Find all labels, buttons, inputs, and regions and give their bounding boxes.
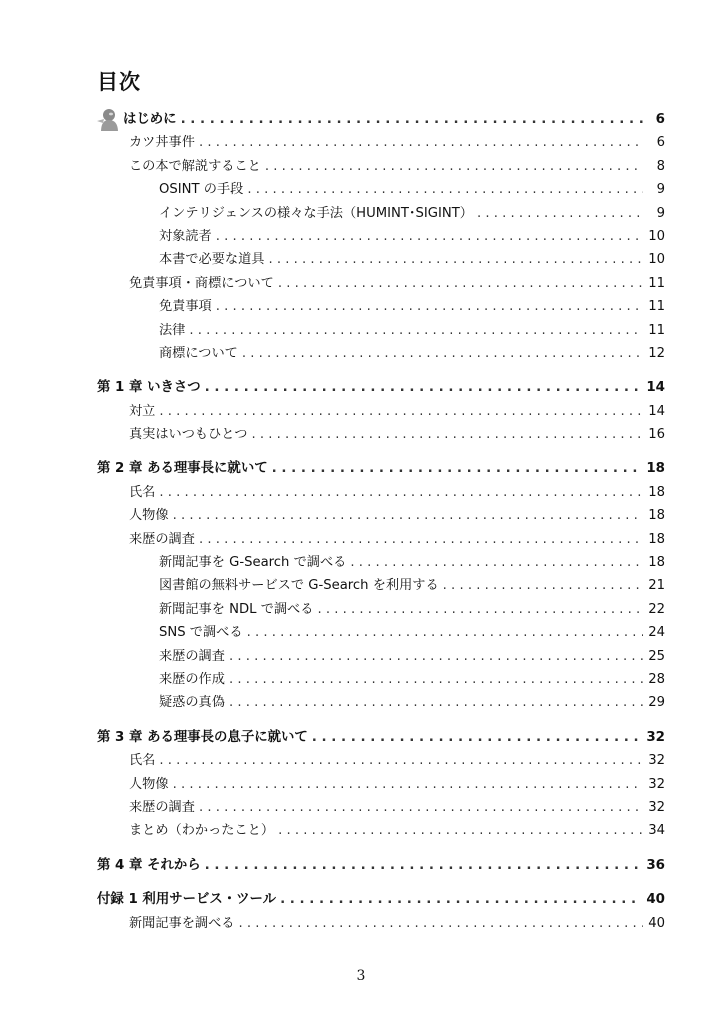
toc-leader-dots: [317, 598, 643, 621]
character-silhouette-icon: [97, 108, 123, 131]
toc-entry-page: 32: [648, 799, 665, 815]
toc-entry-page: 24: [648, 625, 665, 641]
toc-leader-dots: [278, 819, 643, 842]
toc-chapter-entry[interactable]: [97, 376, 665, 399]
toc-entry-title: 新聞記事を調べる: [129, 915, 235, 931]
toc-entry-title: 来歴の調査: [129, 531, 195, 547]
toc-entry[interactable]: [97, 178, 665, 201]
toc-entry-page: 22: [648, 601, 665, 617]
toc-leader-dots: [247, 621, 643, 644]
toc-leader-dots: [189, 319, 643, 342]
toc-leader-dots: [205, 854, 643, 877]
toc-entry-page: 12: [648, 345, 665, 361]
toc-entry-title: 来歴の作成: [159, 671, 225, 687]
toc-leader-dots: [199, 796, 643, 819]
toc-entry-title: カツ丼事件: [129, 135, 195, 151]
toc-leader-dots: [278, 272, 643, 295]
toc-leader-dots: [242, 342, 643, 365]
toc-entry-page: 10: [648, 252, 665, 268]
toc-chapter-entry[interactable]: [97, 854, 665, 877]
toc-entry-title: 新聞記事を NDL で調べる: [159, 601, 314, 617]
toc-leader-dots: [280, 888, 642, 911]
toc-chapter-entry[interactable]: [97, 457, 665, 480]
toc-entry-page: 9: [656, 182, 665, 198]
toc-entry-page: 10: [648, 228, 665, 244]
toc-entry[interactable]: [97, 295, 665, 318]
toc-leader-dots: [216, 295, 643, 318]
table-of-contents: [97, 108, 665, 935]
toc-leader-dots: [199, 528, 643, 551]
toc-entry-page: 16: [648, 427, 665, 443]
toc-entry-title: はじめに: [123, 112, 177, 127]
toc-leader-dots: [159, 481, 643, 504]
toc-entry-title: 疑惑の真偽: [159, 695, 225, 711]
toc-entry-title: 対立: [129, 403, 156, 419]
toc-entry-title: OSINT の手段: [159, 182, 244, 198]
toc-leader-dots: [181, 108, 643, 131]
toc-leader-dots: [272, 457, 643, 480]
toc-entry[interactable]: [97, 668, 665, 691]
toc-entry[interactable]: [97, 819, 665, 842]
toc-entry-title: 人物像: [129, 776, 169, 792]
toc-entry[interactable]: [97, 773, 665, 796]
toc-entry-page: 25: [648, 648, 665, 664]
toc-entry[interactable]: [97, 131, 665, 154]
toc-leader-dots: [229, 645, 643, 668]
toc-entry-title: 第 4 章 それから: [97, 857, 201, 873]
toc-entry-page: 14: [646, 380, 665, 396]
toc-entry-title: まとめ（わかったこと）: [129, 823, 275, 839]
toc-entry[interactable]: [97, 645, 665, 668]
toc-entry-page: 6: [655, 112, 665, 127]
toc-entry-title: インテリジェンスの様々な手法（HUMINT･SIGINT）: [159, 205, 473, 221]
toc-entry-title: 第 1 章 いきさつ: [97, 380, 201, 396]
page-number: 3: [356, 968, 366, 984]
toc-entry-title: 本書で必要な道具: [159, 252, 265, 268]
toc-entry[interactable]: [97, 691, 665, 714]
toc-entry[interactable]: [97, 423, 665, 446]
toc-entry[interactable]: [97, 225, 665, 248]
toc-entry-page: 36: [646, 857, 665, 873]
toc-entry-page: 8: [656, 158, 665, 174]
toc-leader-dots: [477, 202, 643, 225]
toc-entry-title: 氏名: [129, 484, 156, 500]
toc-entry-page: 32: [646, 729, 665, 745]
toc-entry-title: この本で解説すること: [129, 158, 261, 174]
toc-entry-page: 18: [648, 555, 665, 571]
toc-entry-page: 40: [646, 892, 665, 908]
toc-entry-page: 6: [656, 135, 665, 151]
toc-leader-dots: [312, 726, 643, 749]
toc-leader-dots: [265, 155, 643, 178]
toc-leader-dots: [173, 504, 643, 527]
toc-chapter-entry[interactable]: [97, 888, 665, 911]
toc-entry[interactable]: [97, 749, 665, 772]
toc-entry[interactable]: [97, 155, 665, 178]
toc-entry-page: 11: [648, 322, 665, 338]
toc-entry-title: 対象読者: [159, 228, 212, 244]
toc-entry-title: 人物像: [129, 508, 169, 524]
toc-leader-dots: [159, 400, 643, 423]
toc-leader-dots: [251, 423, 643, 446]
toc-entry-page: 32: [648, 776, 665, 792]
toc-entry[interactable]: [97, 574, 665, 597]
toc-entry-page: 18: [648, 531, 665, 547]
toc-entry-title: 免責事項: [159, 299, 212, 315]
toc-chapter-entry[interactable]: [97, 726, 665, 749]
toc-entry-page: 9: [656, 205, 665, 221]
toc-entry[interactable]: [97, 912, 665, 935]
toc-entry-page: 18: [648, 508, 665, 524]
toc-entry[interactable]: [97, 796, 665, 819]
toc-entry[interactable]: [97, 598, 665, 621]
toc-entry-title: 来歴の調査: [129, 799, 195, 815]
toc-leader-dots: [239, 912, 644, 935]
toc-entry-page: 11: [648, 299, 665, 315]
toc-leader-dots: [205, 376, 643, 399]
toc-leader-dots: [216, 225, 643, 248]
toc-entry[interactable]: [97, 504, 665, 527]
toc-entry-page: 21: [648, 578, 665, 594]
page-title: 目次: [97, 70, 141, 94]
toc-entry[interactable]: [97, 342, 665, 365]
toc-entry[interactable]: [97, 528, 665, 551]
toc-entry-title: 図書館の無料サービスで G-Search を利用する: [159, 578, 439, 594]
toc-entry-title: SNS で調べる: [159, 625, 243, 641]
toc-entry[interactable]: [97, 319, 665, 342]
toc-entry-title: 第 2 章 ある理事長に就いて: [97, 461, 268, 477]
toc-chapter-entry[interactable]: [97, 108, 665, 131]
toc-entry-title: 法律: [159, 322, 186, 338]
toc-entry-title: 付録 1 利用サービス・ツール: [97, 892, 277, 908]
toc-entry-page: 18: [646, 461, 665, 477]
toc-entry-page: 40: [648, 915, 665, 931]
toc-entry-page: 18: [648, 484, 665, 500]
toc-entry[interactable]: [97, 202, 665, 225]
toc-leader-dots: [247, 178, 643, 201]
toc-leader-dots: [269, 248, 644, 271]
toc-leader-dots: [229, 668, 643, 691]
toc-entry[interactable]: [97, 248, 665, 271]
toc-leader-dots: [229, 691, 643, 714]
toc-entry[interactable]: [97, 621, 665, 644]
toc-entry-page: 14: [648, 403, 665, 419]
toc-entry-page: 32: [648, 753, 665, 769]
toc-entry-title: 商標について: [159, 345, 238, 361]
toc-leader-dots: [159, 749, 643, 772]
toc-entry-title: 氏名: [129, 753, 156, 769]
toc-entry-page: 28: [648, 671, 665, 687]
toc-entry-page: 29: [648, 695, 665, 711]
toc-leader-dots: [443, 574, 643, 597]
toc-entry-title: 免責事項・商標について: [129, 275, 274, 291]
toc-entry-title: 来歴の調査: [159, 648, 225, 664]
toc-entry-page: 34: [648, 823, 665, 839]
toc-entry-page: 11: [648, 275, 665, 291]
toc-leader-dots: [350, 551, 643, 574]
toc-entry[interactable]: [97, 551, 665, 574]
toc-entry[interactable]: [97, 272, 665, 295]
toc-entry-title: 新聞記事を G-Search で調べる: [159, 555, 347, 571]
toc-entry-title: 第 3 章 ある理事長の息子に就いて: [97, 729, 308, 745]
toc-entry[interactable]: [97, 400, 665, 423]
toc-entry-title: 真実はいつもひとつ: [129, 427, 248, 443]
toc-entry[interactable]: [97, 481, 665, 504]
toc-leader-dots: [199, 131, 643, 154]
toc-leader-dots: [173, 773, 643, 796]
